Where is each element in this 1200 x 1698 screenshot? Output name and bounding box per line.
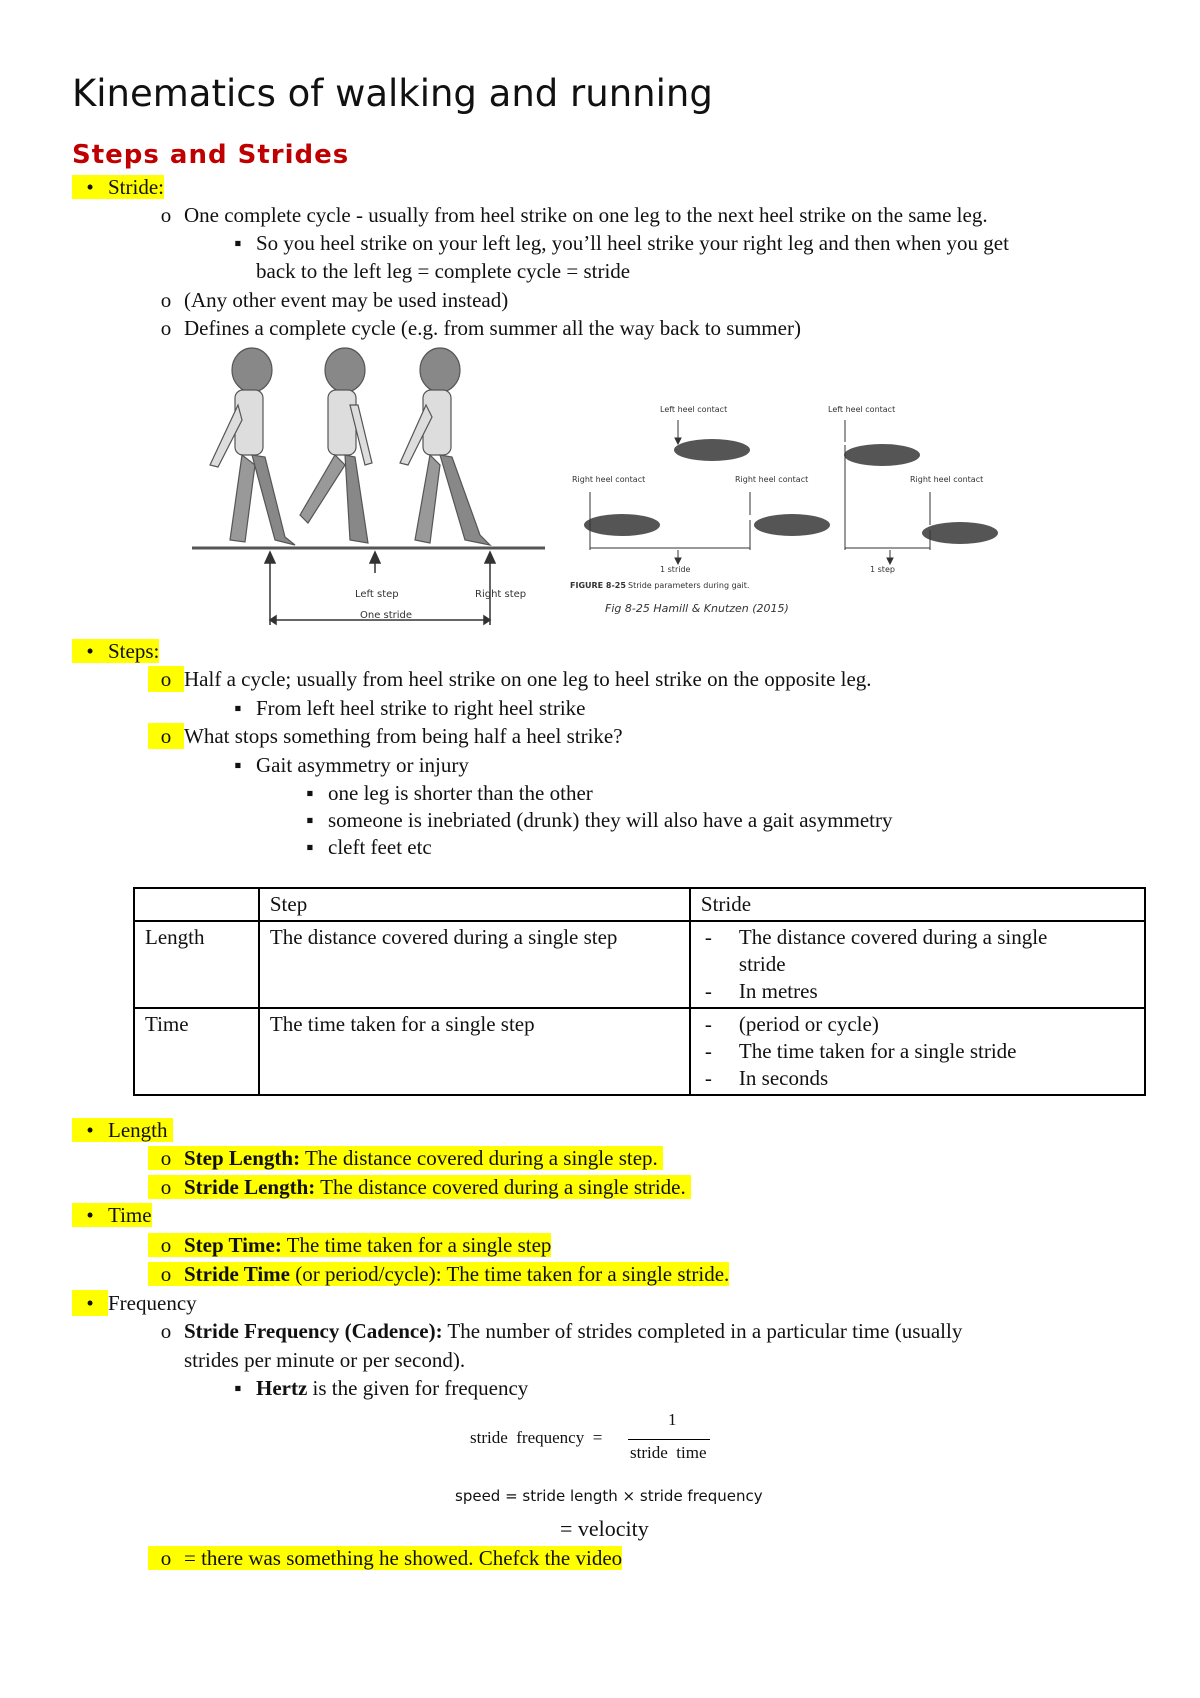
- table-cell: [134, 888, 259, 921]
- steps-line-2: [220, 695, 586, 721]
- summary-bold: Stride Frequency (Cadence):: [184, 1319, 443, 1343]
- steps-text: one leg is shorter than the other: [328, 781, 593, 805]
- stride-line-4: [148, 287, 508, 313]
- cell-text: In seconds: [738, 1066, 829, 1090]
- square-marker: ▪: [306, 835, 314, 859]
- summary-text: The number of strides completed in a particular time (usually: [442, 1319, 963, 1343]
- figure-label: FIGURE 8-25: [570, 581, 626, 590]
- page-title: Kinematics of walking and running: [72, 72, 713, 115]
- bullet-length: [72, 1117, 173, 1143]
- summary-text: Time: [108, 1203, 152, 1227]
- right-step-label: Right step: [475, 589, 527, 600]
- steps-text: cleft feet etc: [328, 835, 432, 859]
- bullet-marker: •: [86, 1203, 94, 1227]
- right-heel-label-3: Right heel contact: [910, 475, 984, 484]
- dash-marker: -: [704, 1066, 712, 1090]
- figure-citation: Fig 8-25 Hamill & Knutzen (2015): [605, 602, 789, 615]
- circle-marker: o: [160, 1233, 172, 1257]
- stride-line-3: back to the left leg = complete cycle = stride: [256, 259, 631, 283]
- summary-bold: Hertz: [256, 1376, 308, 1400]
- stride-line-1: [148, 202, 988, 228]
- cell-text: In metres: [738, 979, 818, 1003]
- summary-text: = there was something he showed. Chefck the video: [184, 1546, 623, 1570]
- circle-marker: o: [160, 1319, 172, 1343]
- cadence-line: [148, 1318, 962, 1344]
- steps-line-3: [148, 723, 623, 749]
- summary-text: is the given for frequency: [307, 1376, 529, 1400]
- bullet-marker: •: [86, 1118, 94, 1142]
- summary-bold: Step Time:: [184, 1233, 282, 1257]
- steps-line-7: [292, 834, 432, 860]
- steps-text: What stops something from being half a heel strike?: [184, 724, 623, 748]
- dash-marker: -: [704, 1012, 712, 1036]
- summary-text: Frequency: [108, 1291, 197, 1315]
- hertz-line: [220, 1375, 528, 1401]
- right-heel-label-1: Right heel contact: [572, 475, 646, 484]
- steps-line-5: [292, 780, 593, 806]
- bullet-marker: •: [86, 639, 94, 663]
- steps-line-4: [220, 752, 469, 778]
- walking-girl-2: [300, 348, 372, 543]
- right-heel-label-2: Right heel contact: [735, 475, 809, 484]
- stride-time-line: [148, 1261, 729, 1287]
- steps-text: From left heel strike to right heel strike: [256, 696, 586, 720]
- circle-marker: o: [148, 723, 184, 749]
- stride-text: So you heel strike on your left leg, you’ll heel strike your right leg and then when you get: [256, 231, 1009, 255]
- formula-lhs: stride frequency =: [470, 1428, 603, 1447]
- figure-caption: Stride parameters during gait.: [628, 581, 750, 590]
- circle-marker: o: [160, 1146, 172, 1170]
- table-row-length: [134, 921, 1145, 1008]
- circle-marker: o: [160, 1262, 172, 1286]
- circle-marker: o: [160, 1175, 172, 1199]
- cell-text: stride: [738, 952, 786, 976]
- row-label-time: Time: [134, 1008, 259, 1095]
- steps-text: someone is inebriated (drunk) they will also have a gait asymmetry: [328, 808, 893, 832]
- row-label-length: Length: [134, 921, 259, 1008]
- steps-text: Half a cycle; usually from heel strike on one leg to heel strike on the opposite leg.: [184, 667, 872, 691]
- bullet-marker: •: [86, 175, 94, 199]
- summary-text: The distance covered during a single step.: [300, 1146, 658, 1170]
- formula-denominator: stride time: [630, 1443, 707, 1462]
- steps-text: Gait asymmetry or injury: [256, 753, 469, 777]
- step-length-line: [148, 1145, 663, 1171]
- circle-marker: o: [160, 203, 172, 227]
- walking-girl-1: [210, 348, 295, 545]
- left-step-label: Left step: [355, 589, 399, 600]
- stride-length-line: [148, 1174, 691, 1200]
- summary-bold: Step Length:: [184, 1146, 301, 1170]
- dash-marker: -: [704, 925, 712, 949]
- steps-line-1: [148, 666, 872, 692]
- summary-bold: Stride Length:: [184, 1175, 316, 1199]
- square-marker: ▪: [306, 781, 314, 805]
- one-step-label: 1 step: [870, 565, 895, 574]
- circle-marker: o: [160, 1546, 172, 1570]
- speed-formula: speed = stride length × stride frequency: [455, 1487, 763, 1505]
- video-note-line: [148, 1545, 622, 1571]
- stride-line-5: [148, 315, 801, 341]
- stride-text: One complete cycle - usually from heel strike on one leg to the next heel strike on the same leg.: [184, 203, 988, 227]
- dash-marker: -: [704, 1039, 712, 1063]
- bullet-frequency: [72, 1290, 197, 1316]
- stride-label: Stride:: [108, 175, 164, 199]
- table-row-time: [134, 1008, 1145, 1095]
- stride-text: (Any other event may be used instead): [184, 288, 509, 312]
- cell-text: The time taken for a single stride: [738, 1039, 1017, 1063]
- bullet-time: [72, 1202, 152, 1228]
- stride-line-2: [220, 230, 1009, 256]
- circle-marker: o: [160, 316, 172, 340]
- summary-text: Length: [108, 1118, 168, 1142]
- table-header-step: Step: [259, 888, 690, 921]
- left-heel-label-1: Left heel contact: [660, 405, 728, 414]
- summary-text: The distance covered during a single stride.: [315, 1175, 686, 1199]
- section-heading: Steps and Strides: [72, 140, 350, 170]
- formula-bar: [628, 1439, 710, 1440]
- length-step-cell: The distance covered during a single step: [259, 921, 690, 1008]
- length-stride-cell: [690, 921, 1145, 1008]
- cadence-line-2: strides per minute or per second).: [184, 1348, 466, 1372]
- frequency-formula: [470, 1410, 730, 1472]
- square-marker: ▪: [306, 808, 314, 832]
- one-stride-label: One stride: [360, 610, 413, 621]
- step-stride-table: [133, 887, 1146, 1096]
- dash-marker: -: [704, 979, 712, 1003]
- circle-marker: o: [148, 666, 184, 692]
- table-header-row: [134, 888, 1145, 921]
- circle-marker: o: [160, 288, 172, 312]
- square-marker: ▪: [234, 753, 242, 777]
- bullet-marker: •: [72, 1290, 108, 1316]
- square-marker: ▪: [234, 1376, 242, 1400]
- bullet-steps: [72, 638, 159, 664]
- left-heel-label-2: Left heel contact: [828, 405, 896, 414]
- square-marker: ▪: [234, 696, 242, 720]
- square-marker: ▪: [234, 231, 242, 255]
- steps-label: Steps:: [108, 639, 160, 663]
- cell-text: (period or cycle): [738, 1012, 879, 1036]
- table-header-stride: Stride: [690, 888, 1145, 921]
- bullet-stride: [72, 174, 164, 200]
- summary-text: (or period/cycle): The time taken for a single stride.: [289, 1262, 730, 1286]
- footprint-figure: [560, 400, 1020, 625]
- velocity-line: = velocity: [560, 1516, 649, 1541]
- cell-text: The distance covered during a single: [738, 925, 1048, 949]
- step-time-line: [148, 1232, 551, 1258]
- formula-numerator: 1: [668, 1410, 677, 1429]
- time-stride-cell: [690, 1008, 1145, 1095]
- summary-text: The time taken for a single step: [281, 1233, 552, 1257]
- steps-line-6: [292, 807, 893, 833]
- summary-bold: Stride Time: [184, 1262, 290, 1286]
- one-stride-label-right: 1 stride: [660, 565, 691, 574]
- time-step-cell: The time taken for a single step: [259, 1008, 690, 1095]
- walking-girl-3: [400, 348, 490, 545]
- walking-figure: [190, 345, 550, 630]
- stride-text: Defines a complete cycle (e.g. from summer all the way back to summer): [184, 316, 801, 340]
- footprints: [584, 439, 998, 544]
